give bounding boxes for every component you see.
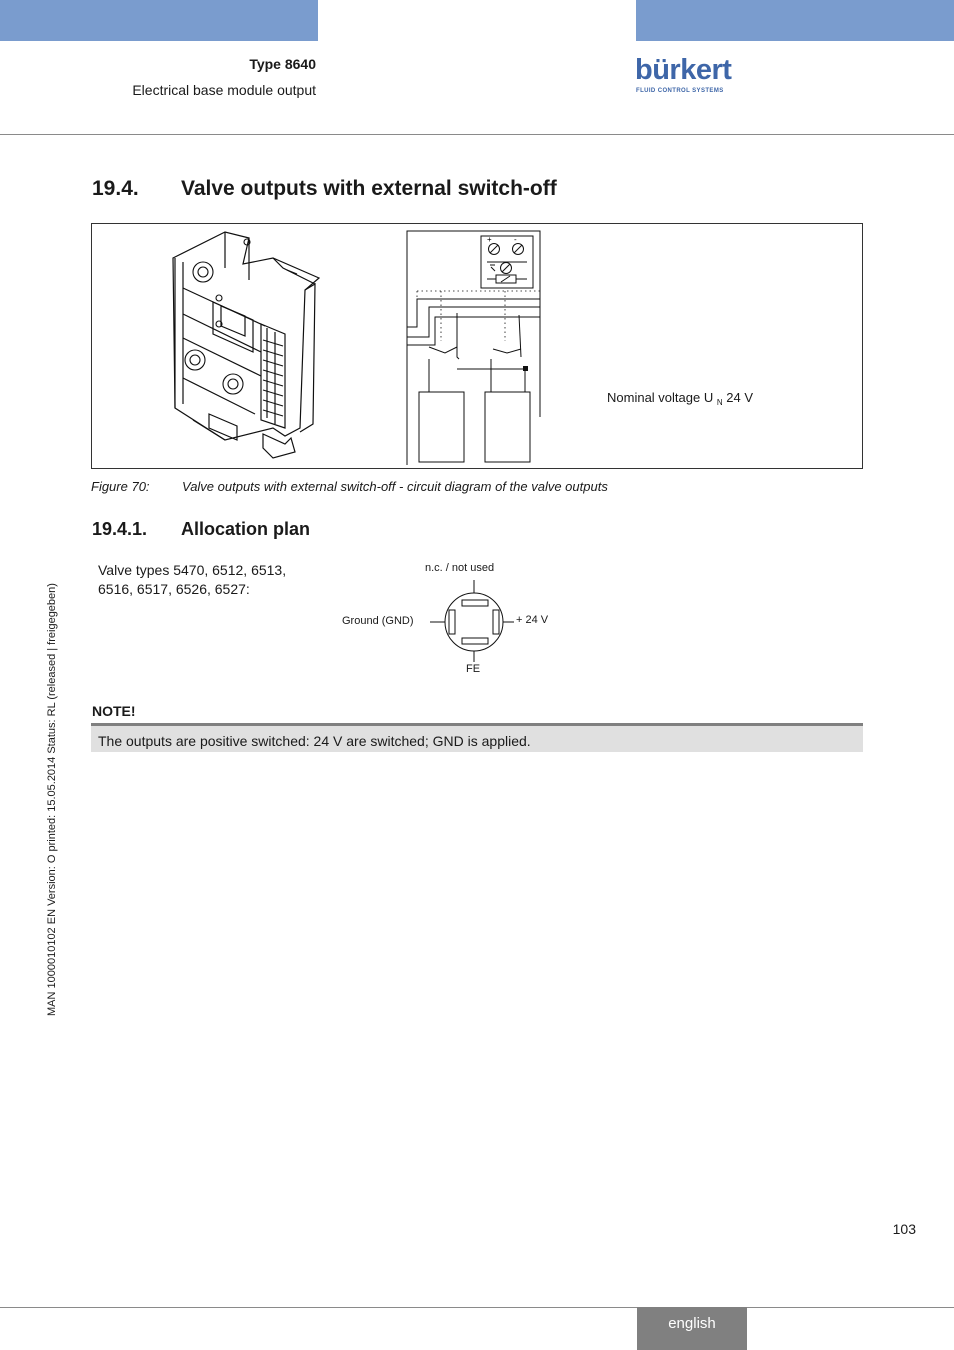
valve-types-line2: 6516, 6517, 6526, 6527: (98, 581, 250, 597)
header-bar-right (636, 0, 954, 41)
nominal-voltage (607, 390, 753, 407)
section-title: Valve outputs with external switch-off (181, 177, 557, 200)
terminal-minus-label: - (514, 235, 517, 244)
pin-right-label: + 24 V (516, 614, 549, 626)
connector-pinout-diagram (428, 576, 520, 664)
figure-caption-text: Valve outputs with external switch-off - circuit diagram of the valve outputs (182, 479, 608, 494)
header-subtitle: Electrical base module output (132, 82, 316, 98)
pin-left-label: Ground (GND) (342, 615, 414, 627)
note-title: NOTE! (92, 703, 136, 719)
subsection-title: Allocation plan (181, 519, 311, 539)
burkert-logo-tagline: FLUID CONTROL SYSTEMS (636, 88, 724, 94)
nominal-voltage-value: 24 V (726, 390, 753, 405)
figure-caption-label: Figure 70: (91, 479, 150, 494)
burkert-logo: bürkert (635, 54, 732, 86)
section-number: 19.4. (92, 177, 139, 200)
language-label: english (668, 1315, 716, 1332)
header-title: Type 8640 (249, 56, 316, 72)
pin-top-label: n.c. / not used (425, 562, 495, 574)
subsection-number: 19.4.1. (92, 519, 148, 539)
pin-bottom-label: FE (466, 663, 481, 675)
footer-divider (0, 1307, 954, 1308)
header-divider (0, 134, 954, 135)
note-text: The outputs are positive switched: 24 V are switched; GND is applied. (98, 733, 531, 749)
page-number: 103 (892, 1221, 916, 1237)
nominal-voltage-label: Nominal voltage U (607, 390, 714, 405)
document-side-info: MAN 1000010102 EN Version: O printed: 15.05.2014 Status: RL (released | freigegeben) (46, 583, 58, 1016)
nominal-voltage-subscript: N (716, 398, 723, 407)
circuit-diagram (405, 229, 543, 465)
terminal-plus-label: + (487, 235, 492, 244)
valve-types-line1: Valve types 5470, 6512, 6513, (98, 562, 287, 578)
module-drawing (165, 228, 325, 460)
header-bar-left (0, 0, 318, 41)
